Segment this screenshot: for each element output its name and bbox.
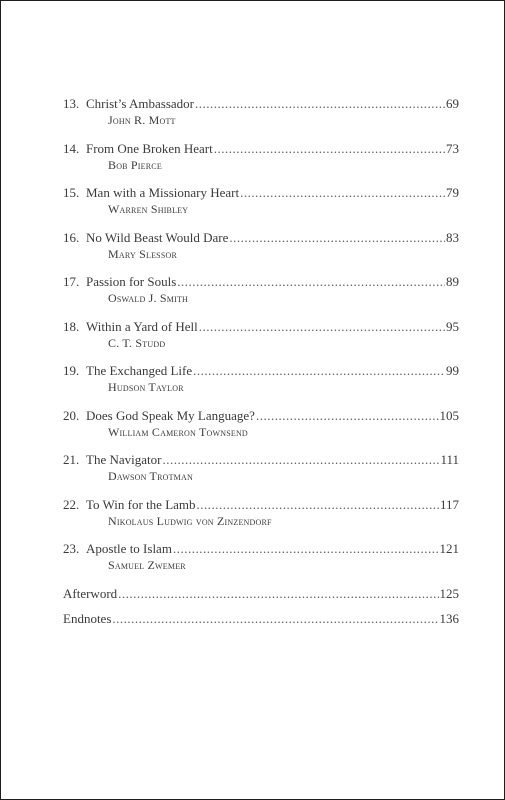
chapter-author: Samuel Zwemer [108, 558, 186, 572]
chapter-number: 15. [63, 185, 80, 200]
chapter-title: Within a Yard of Hell [86, 318, 198, 334]
toc-entry [63, 229, 459, 274]
chapter-title: Does God Speak My Language? [86, 407, 255, 423]
chapter-title: Passion for Souls [86, 274, 177, 289]
dot-leader [240, 184, 445, 201]
dot-leader [256, 407, 439, 424]
chapter-number: 17. [63, 274, 80, 289]
toc-entry [63, 184, 459, 229]
page-number: 69 [446, 96, 459, 111]
dot-leader [162, 451, 439, 468]
dot-leader [195, 95, 445, 112]
chapter-number: 23. [63, 541, 80, 556]
page-number: 105 [439, 407, 459, 423]
toc-entry [63, 407, 459, 452]
toc-entry-endnotes [63, 610, 459, 635]
chapter-author: C. T. Studd [108, 335, 166, 350]
page-number: 79 [446, 185, 459, 200]
chapter-number: 21. [63, 452, 80, 467]
chapter-number: 19. [63, 363, 80, 378]
toc-entry [63, 496, 459, 541]
chapter-author: Mary Slessor [108, 246, 177, 261]
chapter-number: 13. [63, 96, 80, 111]
toc-entry [63, 273, 459, 318]
chapter-title: No Wild Beast Would Dare [86, 229, 229, 245]
chapter-author: Dawson Trotman [108, 469, 193, 483]
chapter-number: 18. [63, 318, 80, 334]
back-matter-title: Afterword [63, 585, 118, 601]
chapter-author: John R. Mott [108, 113, 176, 127]
chapter-author: Hudson Taylor [108, 380, 184, 394]
toc-entry [63, 95, 459, 140]
page-number: 117 [439, 496, 459, 512]
chapter-title: Man with a Missionary Heart [86, 185, 240, 200]
dot-leader [118, 585, 438, 602]
dot-leader [112, 610, 438, 627]
page-number: 125 [439, 585, 459, 601]
page-number: 89 [446, 274, 459, 289]
chapter-number: 14. [63, 140, 80, 156]
page-number: 73 [446, 140, 459, 156]
dot-leader [173, 540, 439, 557]
chapter-number: 20. [63, 407, 80, 423]
chapter-title: To Win for the Lamb [86, 496, 196, 512]
chapter-author: Warren Shibley [108, 202, 189, 216]
toc-entry [63, 140, 459, 185]
page-number: 83 [446, 229, 459, 245]
page-number: 121 [439, 541, 459, 556]
toc-entry [63, 451, 459, 496]
chapter-number: 22. [63, 496, 80, 512]
chapter-author: Bob Pierce [108, 157, 162, 172]
chapter-author: William Cameron Townsend [108, 424, 248, 439]
toc-entry-afterword [63, 585, 459, 610]
chapter-author: Oswald J. Smith [108, 291, 189, 305]
toc-entry [63, 362, 459, 407]
table-of-contents [63, 95, 459, 635]
dot-leader [199, 318, 445, 335]
back-matter-title: Endnotes [63, 610, 112, 626]
page-number: 136 [439, 610, 459, 626]
dot-leader [197, 496, 439, 513]
chapter-title: Apostle to Islam [86, 541, 172, 556]
chapter-title: The Navigator [86, 452, 162, 467]
dot-leader [229, 229, 445, 246]
dot-leader [177, 273, 445, 290]
chapter-number: 16. [63, 229, 80, 245]
toc-entry [63, 318, 459, 363]
chapter-title: The Exchanged Life [86, 363, 193, 378]
chapter-title: Christ’s Ambassador [86, 96, 194, 111]
page-number: 99 [446, 363, 459, 378]
chapter-author: Nikolaus Ludwig von Zinzendorf [108, 513, 272, 528]
toc-entry [63, 540, 459, 585]
page-number: 111 [440, 452, 459, 467]
page-number: 95 [446, 318, 459, 334]
dot-leader [214, 140, 445, 157]
dot-leader [193, 362, 445, 379]
chapter-title: From One Broken Heart [86, 140, 213, 156]
